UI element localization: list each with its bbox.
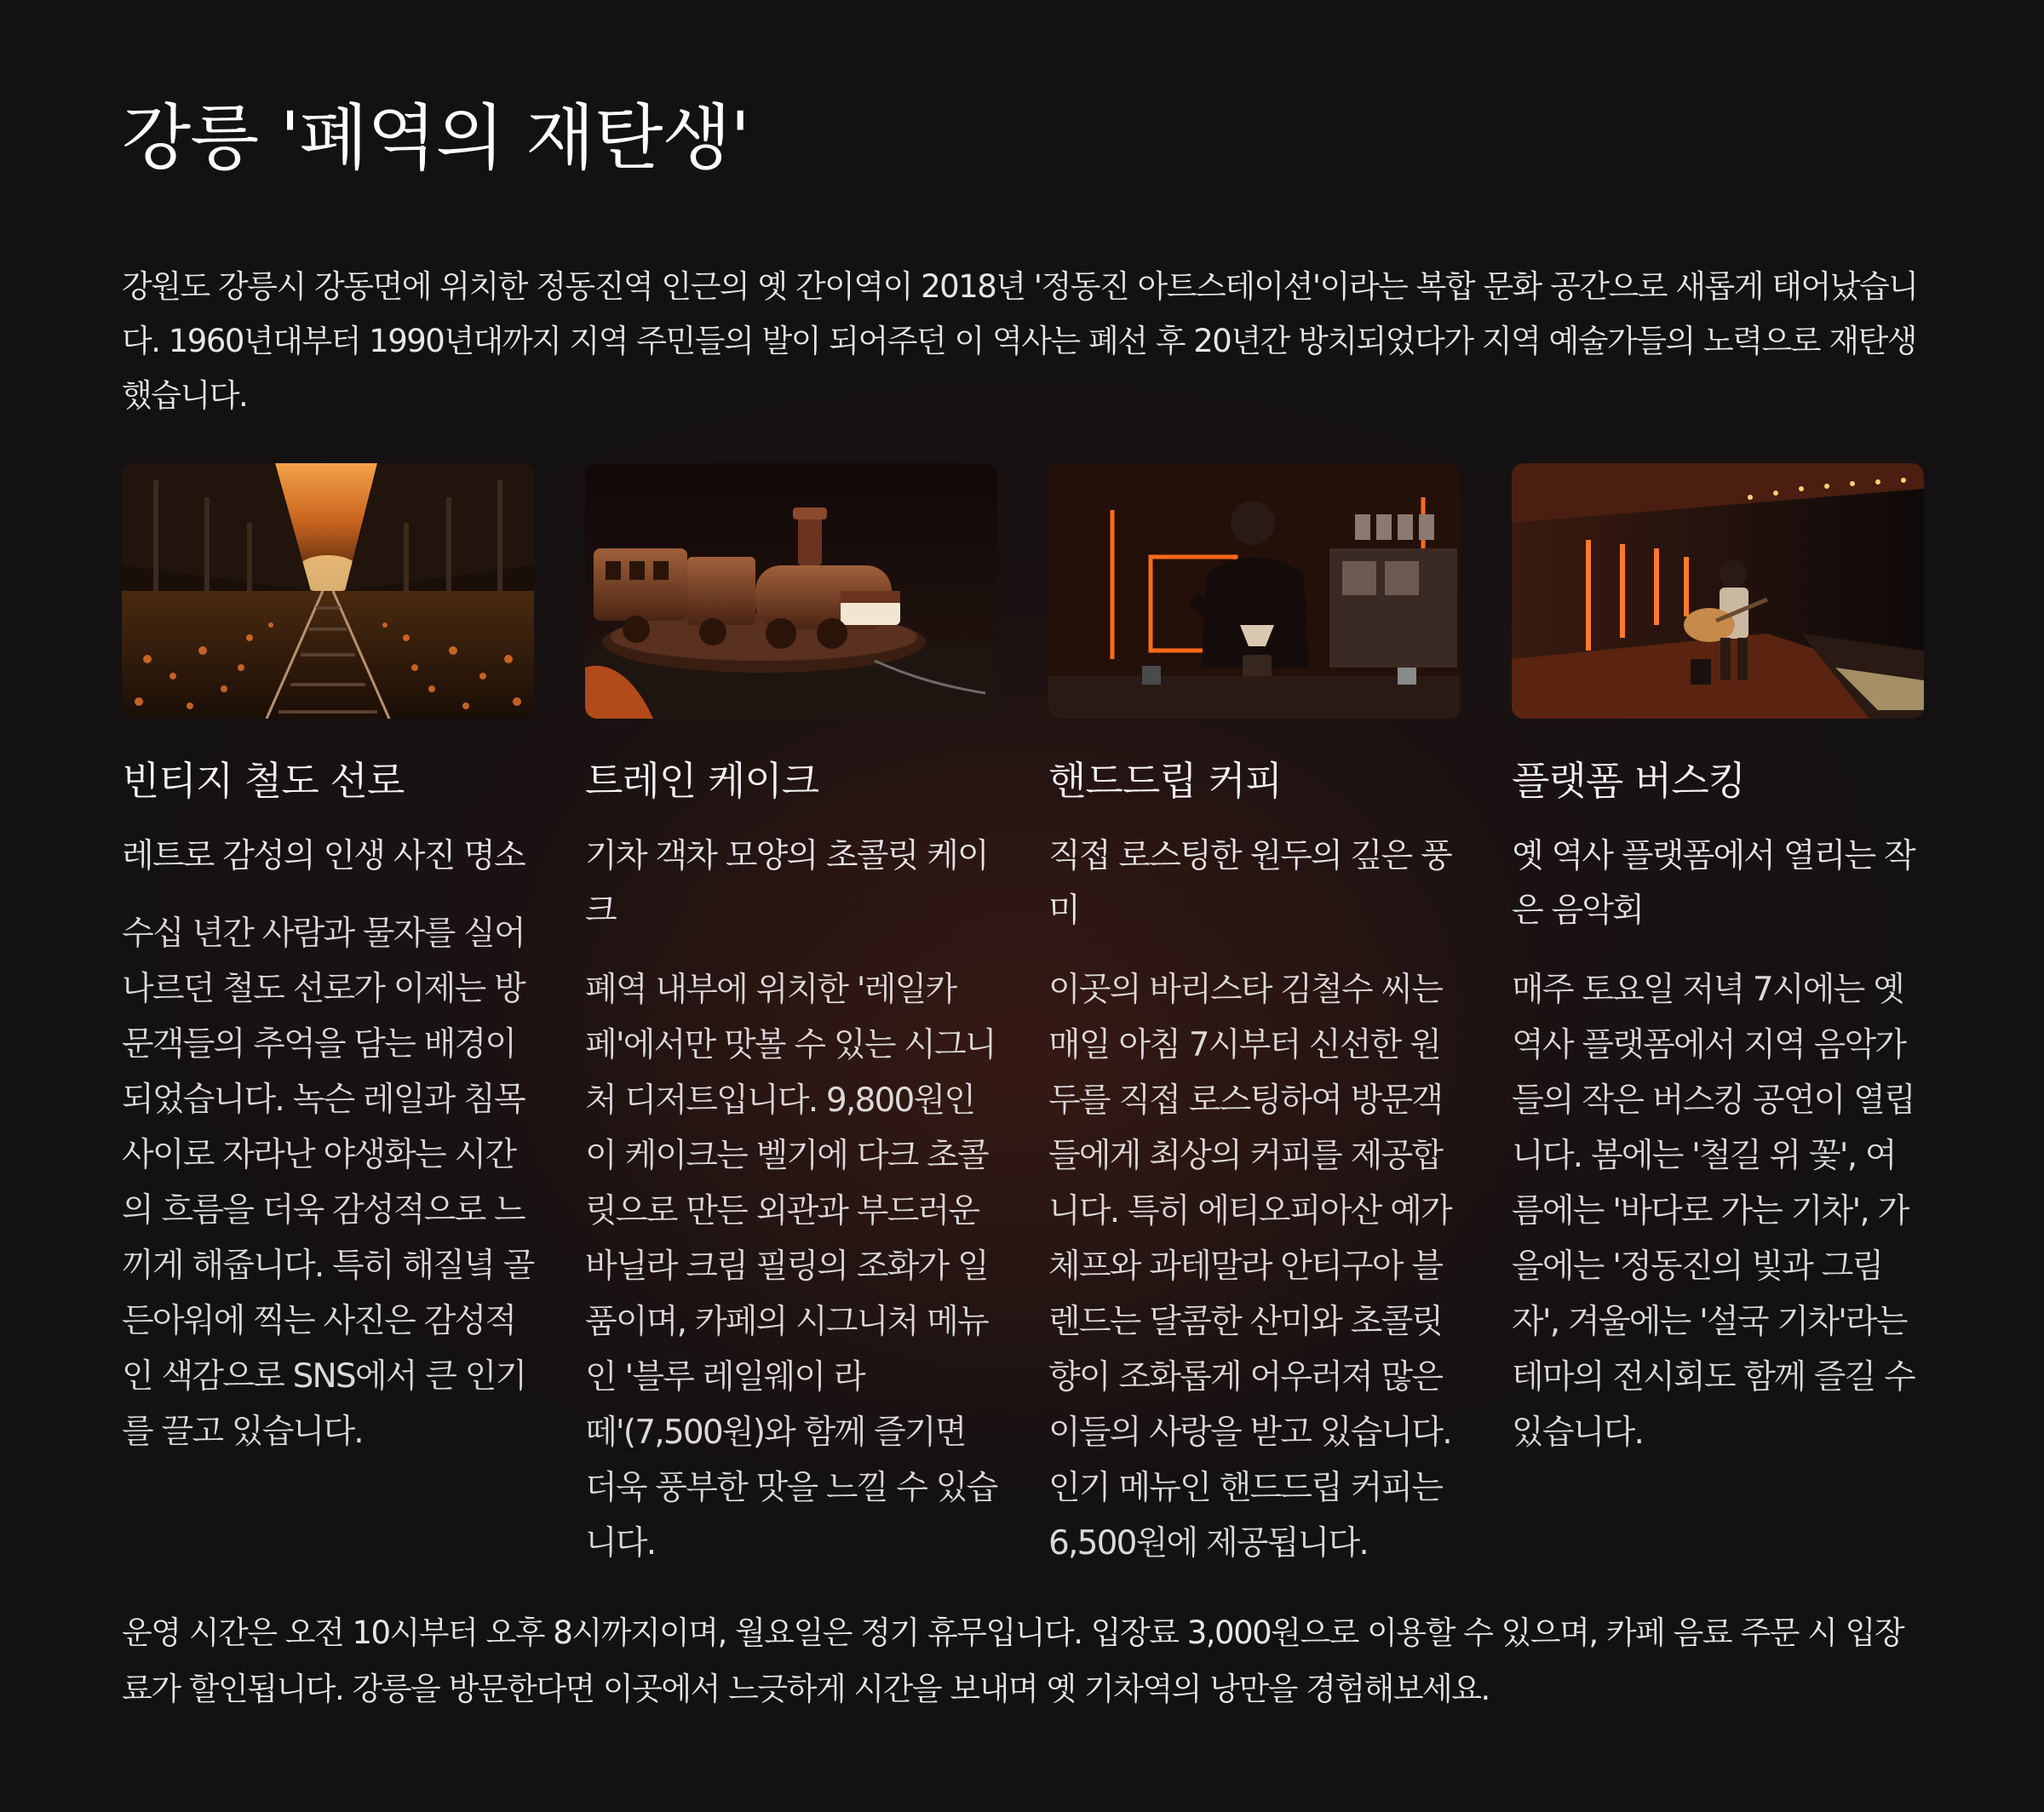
feature-card-train-cake — [585, 463, 997, 1563]
page-title: 강릉 '폐역의 재탄생' — [122, 96, 749, 180]
card-title: 트레인 케이크 — [585, 758, 819, 804]
feature-card-platform-busking — [1512, 463, 1924, 1452]
barista-photo — [1048, 463, 1461, 719]
feature-card-hand-drip-coffee — [1048, 463, 1461, 1563]
intro-paragraph: 강원도 강릉시 강동면에 위치한 정동진역 인근의 옛 간이역이 2018년 '정동진 아트스테이션'이라는 복합 문화 공간으로 새롭게 태어났습니다. 1960년대부터 1990년대까지 지역 주민들의 발이 되어주던 이 역사는 폐선 후 20년간 방치되었다가 지역 예술가들의 노력으로 재탄생했습니다. — [122, 268, 1918, 414]
card-subtitle: 기차 객차 모양의 초콜릿 케이크 — [585, 837, 988, 930]
card-subtitle: 옛 역사 플랫폼에서 열리는 작은 음악회 — [1512, 837, 1915, 930]
card-body: 이곳의 바리스타 김철수 씨는 매일 아침 7시부터 신선한 원두를 직접 로스팅하여 방문객들에게 최상의 커피를 제공합니다. 특히 에티오피아산 예가체프와 과테말라 안티구아 블렌드는 달콤한 산미와 초콜릿 향이 조화롭게 어우러져 많은 이들의 사랑을 받고 있습니다. 인기 메뉴인 핸드드립 커피는 6,500원에 제공됩니다. — [1048, 971, 1451, 1563]
railway-tracks-photo — [122, 463, 534, 719]
card-title: 핸드드립 커피 — [1048, 758, 1283, 804]
card-subtitle: 직접 로스팅한 원두의 깊은 풍미 — [1048, 837, 1451, 930]
card-title: 플랫폼 버스킹 — [1512, 758, 1746, 804]
card-subtitle: 레트로 감성의 인생 사진 명소 — [122, 837, 525, 875]
outro-paragraph: 운영 시간은 오전 10시부터 오후 8시까지이며, 월요일은 정기 휴무입니다. 입장료 3,000원으로 이용할 수 있으며, 카페 음료 주문 시 입장료가 할인됩니다. 강릉을 방문한다면 이곳에서 느긋하게 시간을 보내며 옛 기차역의 낭만을 경험해보세요. — [122, 1614, 1904, 1707]
card-body: 매주 토요일 저녁 7시에는 옛 역사 플랫폼에서 지역 음악가들의 작은 버스킹 공연이 열립니다. 봄에는 '철길 위 꽃', 여름에는 '바다로 가는 기차', 가을에는 '정동진의 빛과 그림자', 겨울에는 '설국 기차'라는 테마의 전시회도 함께 즐길 수 있습니다. — [1512, 971, 1915, 1452]
feature-card-railway — [122, 463, 534, 1451]
card-body: 수십 년간 사람과 물자를 실어 나르던 철도 선로가 이제는 방문객들의 추억을 담는 배경이 되었습니다. 녹슨 레일과 침목 사이로 자라난 야생화는 시간의 흐름을 더욱 감성적으로 느끼게 해줍니다. 특히 해질녘 골든아워에 찍는 사진은 감성적인 색감으로 SNS에서 큰 인기를 끌고 있습니다. — [122, 915, 534, 1451]
platform-busking-photo — [1512, 463, 1924, 719]
card-body: 폐역 내부에 위치한 '레일카페'에서만 맛볼 수 있는 시그니처 디저트입니다. 9,800원인 이 케이크는 벨기에 다크 초콜릿으로 만든 외관과 부드러운 바닐라 크림 필링의 조화가 일품이며, 카페의 시그니처 메뉴인 '블루 레일웨이 라떼'(7,500원)와 함께 즐기면 더욱 풍부한 맛을 느낄 수 있습니다. — [585, 971, 997, 1563]
card-title: 빈티지 철도 선로 — [122, 758, 405, 804]
train-cake-photo — [585, 463, 997, 719]
